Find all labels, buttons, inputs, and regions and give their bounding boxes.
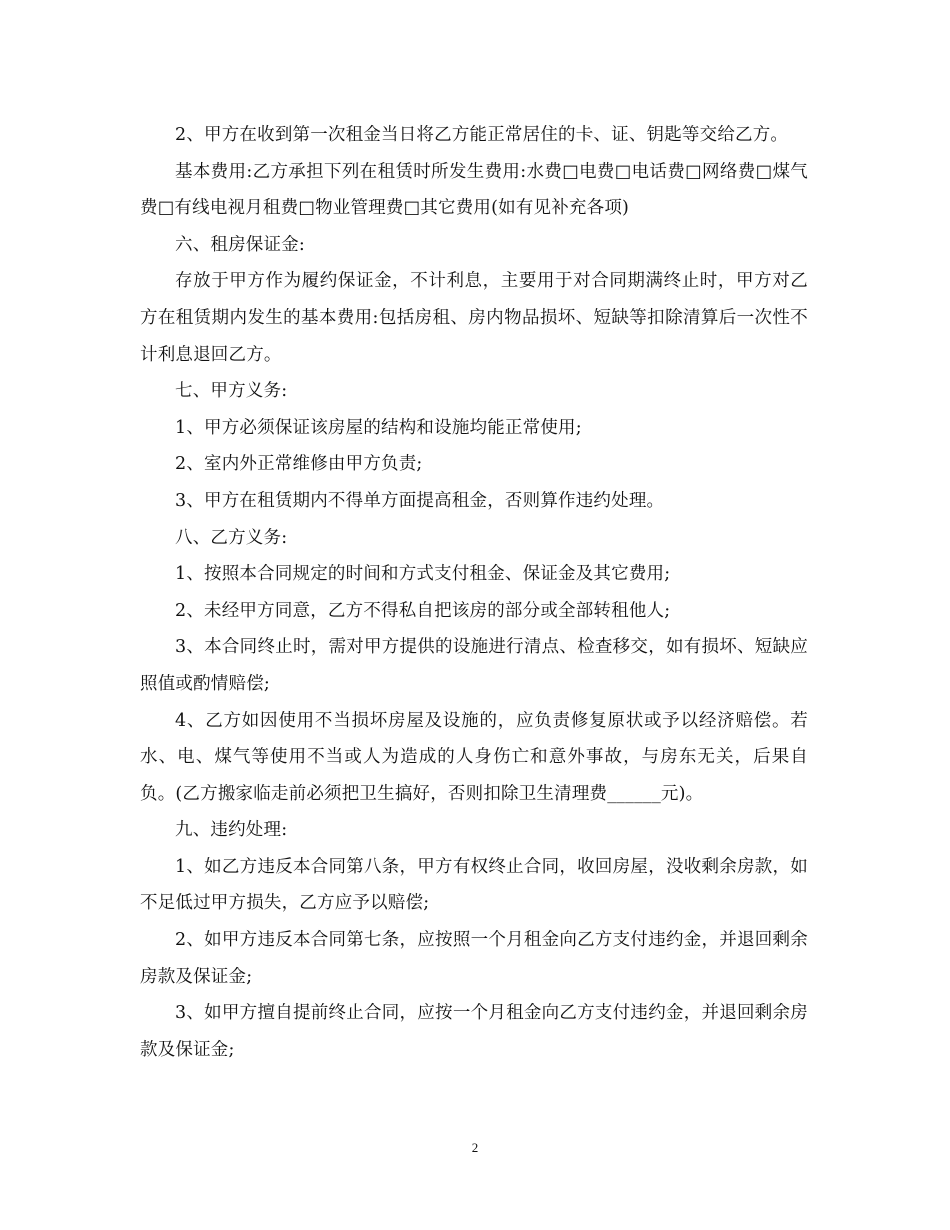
paragraph-tenant-obligation-3: 3、本合同终止时，需对甲方提供的设施进行清点、检查移交，如有损坏、短缺应照值或酌情赔偿; [140,637,808,694]
page-number: 2 [471,1140,479,1155]
paragraph-landlord-keys: 2、甲方在收到第一次租金当日将乙方能正常居住的卡、证、钥匙等交给乙方。 [175,125,789,145]
paragraph-landlord-obligation-3: 3、甲方在租赁期内不得单方面提高租金，否则算作违约处理。 [175,490,665,511]
paragraph-basic-fees: 基本费用:乙方承担下列在租赁时所发生费用:水费□电费□电话费□网络费□煤气费□有线电视月租费□物业管理费□其它费用(如有见补充各项) [140,161,808,219]
heading-landlord-obligations: 七、甲方义务: [175,381,288,402]
paragraph-tenant-obligation-1: 1、按照本合同规定的时间和方式支付租金、保证金及其它费用; [175,564,671,585]
heading-breach: 九、违约处理: [175,820,288,841]
paragraph-landlord-obligation-1: 1、甲方必须保证该房屋的结构和设施均能正常使用; [175,417,582,438]
paragraph-breach-2: 2、如甲方违反本合同第七条，应按照一个月租金向乙方支付违约金，并退回剩余房款及保证金; [140,930,808,987]
paragraph-breach-3: 3、如甲方擅自提前终止合同，应按一个月租金向乙方支付违约金，并退回剩余房款及保证金; [140,1003,808,1060]
heading-tenant-obligations: 八、乙方义务: [175,527,288,548]
heading-deposit: 六、租房保证金: [175,234,305,255]
document-body [140,117,808,1068]
paragraph-tenant-obligation-4: 4、乙方如因使用不当损坏房屋及设施的，应负责修复原状或予以经济赔偿。若水、电、煤气等使用不当或人为造成的人身伤亡和意外事故，与房东无关，后果自负。(乙方搬家临走前必须把卫生搞好，否则扣除卫生清理费______元)。 [140,710,808,804]
paragraph-breach-1: 1、如乙方违反本合同第八条，甲方有权终止合同，收回房屋，没收剩余房款，如不足低过甲方损失，乙方应予以赔偿; [140,856,808,914]
paragraph-tenant-obligation-2: 2、未经甲方同意，乙方不得私自把该房的部分或全部转租他人; [175,600,671,621]
paragraph-deposit: 存放于甲方作为履约保证金，不计利息，主要用于对合同期满终止时，甲方对乙方在租赁期内发生的基本费用:包括房租、房内物品损坏、短缺等扣除清算后一次性不计利息退回乙方。 [140,271,808,365]
paragraph-landlord-obligation-2: 2、室内外正常维修由甲方负责; [175,454,423,475]
